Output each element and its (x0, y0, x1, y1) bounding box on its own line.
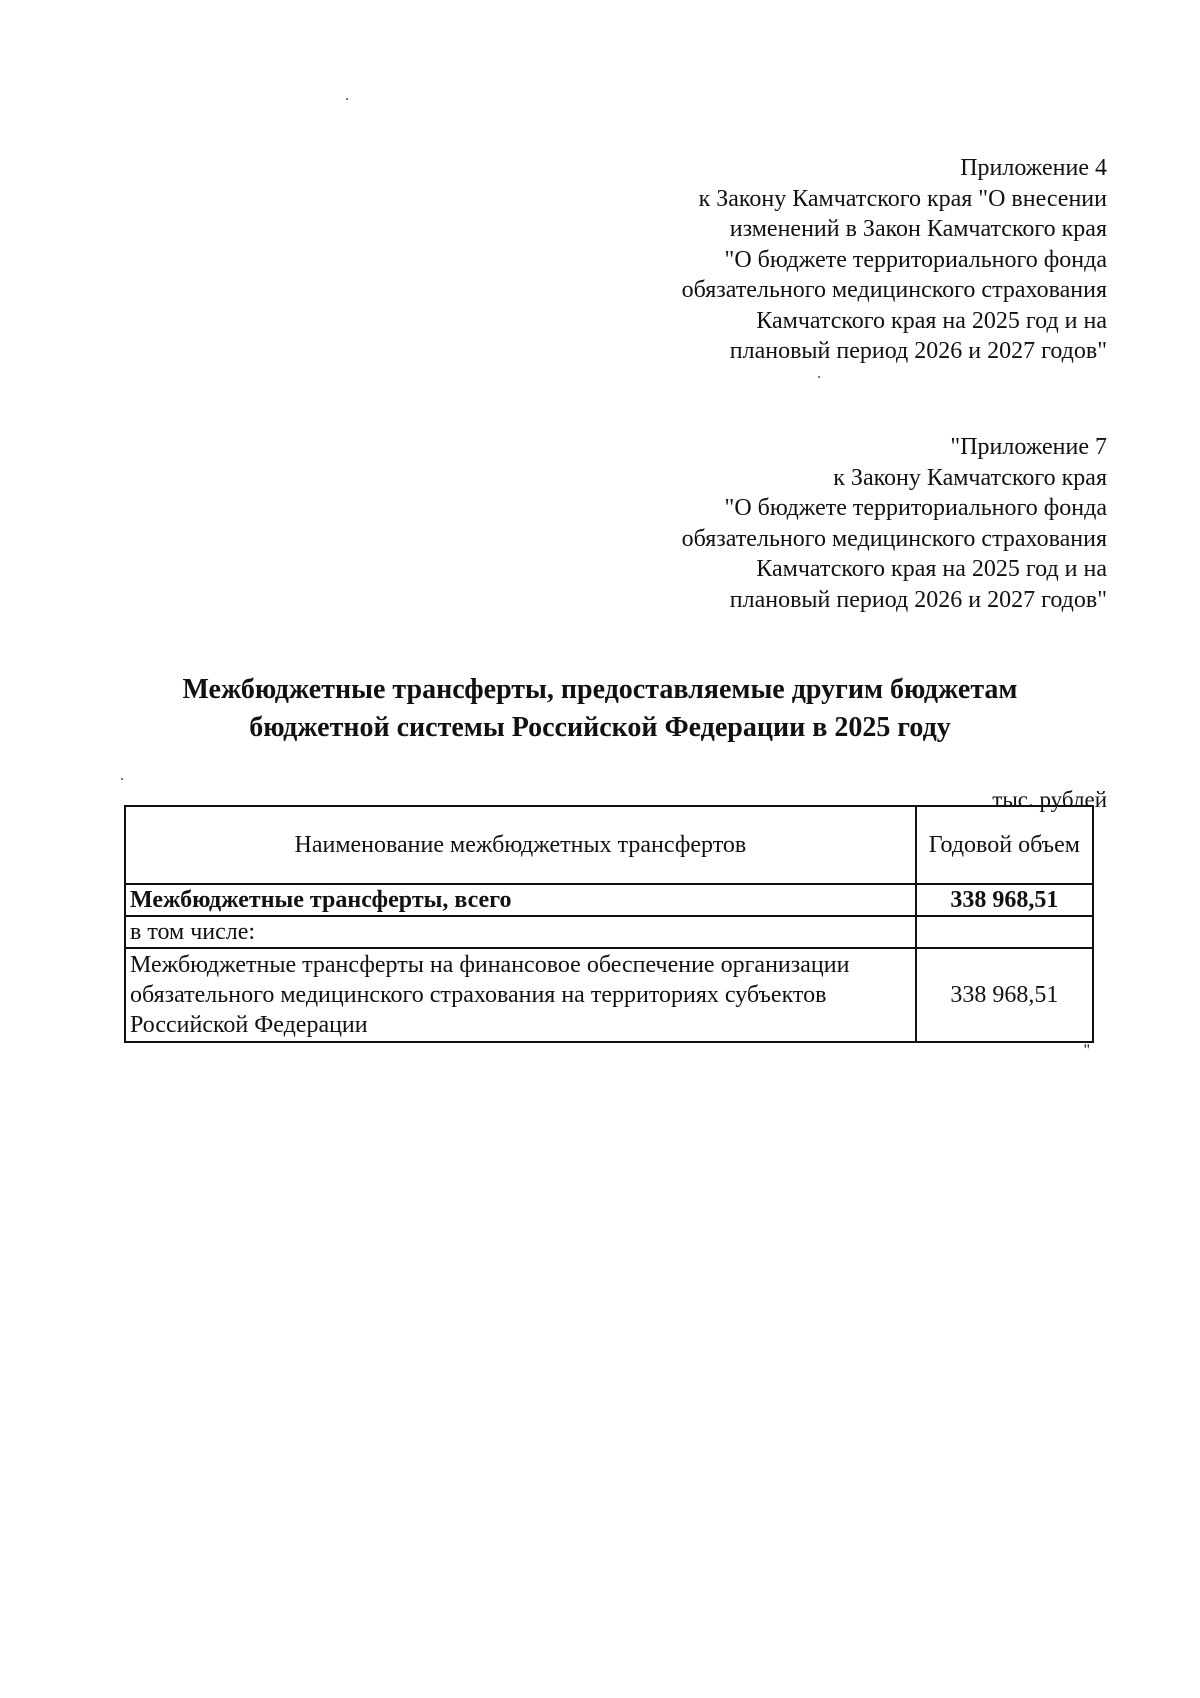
document-title (0, 671, 1200, 747)
annex-header-original (682, 432, 1107, 615)
row-name: в том числе: (125, 916, 916, 948)
title-line-2: бюджетной системы Российской Федерации в 2025 году (249, 712, 951, 743)
row-value: 338 968,51 (916, 884, 1093, 916)
annex-line: плановый период 2026 и 2027 годов" (729, 586, 1107, 613)
annex-line: обязательного медицинского страхования (681, 277, 1107, 303)
annex-line: "Приложение 7 (950, 434, 1107, 460)
transfers-table (124, 805, 1094, 1043)
annex-line: плановый период 2026 и 2027 годов" (729, 338, 1107, 364)
annex-line: Приложение 4 (960, 155, 1107, 181)
table-row-including (125, 916, 1093, 948)
title-line-1: Межбюджетные трансферты, предоставляемые другим бюджетам (182, 674, 1018, 705)
table-header-row (125, 806, 1093, 884)
closing-quote: " (1083, 1042, 1090, 1059)
annex-line: Камчатского края на 2025 год и на (756, 307, 1107, 334)
annex-line: к Закону Камчатского края (833, 464, 1107, 491)
row-name: Межбюджетные трансферты, всего (125, 884, 916, 916)
units-label: тыс. рублей (992, 787, 1107, 812)
scan-speck (121, 778, 123, 780)
scan-speck (818, 376, 820, 378)
table-row-total (125, 884, 1093, 916)
header-name: Наименование межбюджетных трансфертов (125, 806, 916, 884)
annex-line: "О бюджете территориального фонда (724, 246, 1107, 273)
scan-speck (346, 98, 348, 100)
annex-line: Камчатского края на 2025 год и на (756, 556, 1107, 582)
table-row (125, 948, 1093, 1042)
annex-line: к Закону Камчатского края "О внесении (698, 185, 1107, 212)
header-volume: Годовой объем (916, 806, 1093, 884)
annex-line: обязательного медицинского страхования (681, 525, 1107, 552)
row-value (916, 916, 1093, 948)
row-name: Межбюджетные трансферты на финансовое обеспечение организации обязательного медицинского страхования на территориях субъектов Российской Федерации (125, 948, 916, 1042)
row-value: 338 968,51 (916, 948, 1093, 1042)
annex-line: изменений в Закон Камчатского края (729, 216, 1107, 242)
annex-line: "О бюджете территориального фонда (724, 495, 1107, 521)
annex-header-current (682, 153, 1107, 367)
